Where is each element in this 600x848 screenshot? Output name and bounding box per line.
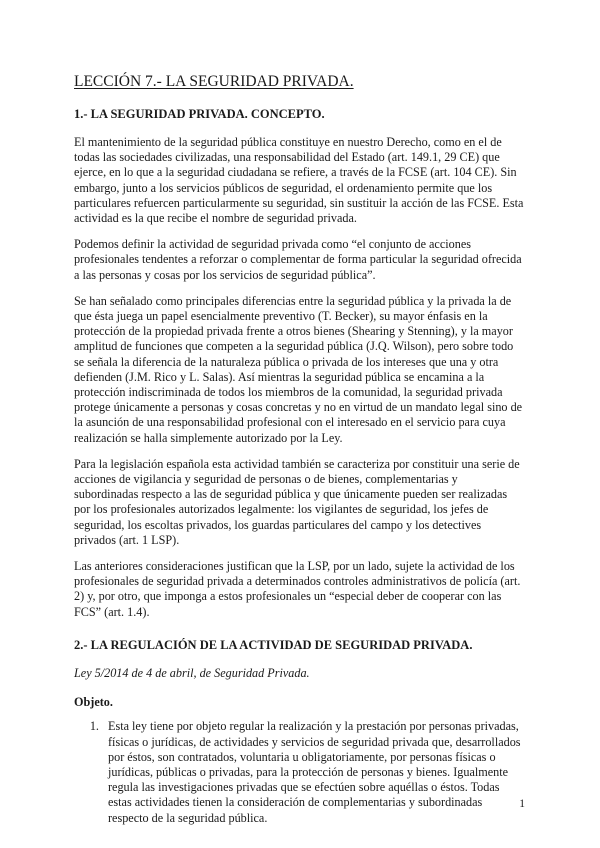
section-1-paragraph-4: Para la legislación española esta actividad también se caracteriza por constituir una serie de acciones de vigilancia y seguridad de personas o de bienes, complementarias y subordinadas respecto a las de seguridad pública y que únicamente pueden ser realizadas por los profesionales autorizados legalmente: los vigilantes de seguridad, los jefes de seguridad, los escoltas privados, los guardas particulares del campo y los detectives privados (art. 1 LSP).: [74, 456, 520, 547]
page-number: 1: [519, 798, 525, 810]
section-1-paragraph-5: Las anteriores consideraciones justifican que la LSP, por un lado, sujete la actividad de los profesionales de seguridad privada a determinados controles administrativos de policía (art. 2) y, por otro, que imponga a estos profesionales un “especial deber de cooperar con las FCS” (art. 1.4).: [74, 559, 521, 619]
section-2-heading: 2.- LA REGULACIÓN DE LA ACTIVIDAD DE SEGURIDAD PRIVADA.: [74, 637, 473, 652]
section-1-paragraph-1: El mantenimiento de la seguridad pública constituye en nuestro Derecho, como en el de todas las sociedades civilizadas, una responsabilidad del Estado (art. 149.1, 29 CE) que ejerce, en lo que a la seguridad ciudadana se refiere, a través de la FCSE (art. 104 CE). Sin embargo, junto a los servicios públicos de seguridad, el ordenamiento permite que los particulares refuercen particularmente su seguridad, sin sustituir la acción de las FCSE. Esta actividad es la que recibe el nombre de seguridad privada.: [74, 135, 524, 226]
lesson-title: LECCIÓN 7.- LA SEGURIDAD PRIVADA.: [74, 73, 354, 90]
section-1-paragraph-2: Podemos definir la actividad de seguridad privada como “el conjunto de acciones profesionales tendentes a reforzar o complementar de forma particular la seguridad ofrecida a las personas y cosas por los servicios de seguridad pública”.: [74, 237, 522, 282]
subheading-objeto: Objeto.: [74, 695, 113, 710]
list-item: 1. Esta ley tiene por objeto regular la realización y la prestación por personas privadas, físicas o jurídicas, de actividades y servicios de seguridad privada que, desarrollados por éstos, son contratados, voluntaria u obligatoriamente, por personas físicas o jurídicas, públicas o privadas, para la protección de personas y bienes. Igualmente regula las investigaciones privadas que se efectúen sobre aquéllas o éstos. Todas estas actividades tienen la consideración de complementarias y subordinadas respecto de la seguridad pública.: [102, 719, 525, 825]
section-1-heading: 1.- LA SEGURIDAD PRIVADA. CONCEPTO.: [74, 107, 325, 121]
section-1-paragraph-3: Se han señalado como principales diferencias entre la seguridad pública y la privada la de que ésta juega un papel esencialmente preventivo (T. Becker), su mayor énfasis en la protección de la propiedad privada frente a otros bienes (Shearing y Stenning), y la mayor amplitud de funciones que competen a la seguridad pública (J.Q. Wilson), pero sobre todo se señala la diferencia de la naturaleza pública o privada de los intereses que una y otra defienden (J.M. Rico y L. Salas). Así mientras la seguridad pública se encamina a la protección indiscriminada de todos los miembros de la comunidad, la seguridad privada protege únicamente a personas y cosas concretas y no en virtud de un mandato legal sino de la asunción de una responsabilidad profesional con el interesado en el servicio para cuya realización se halla simplemente autorizado por la Ley.: [74, 293, 523, 445]
numbered-list: [74, 719, 525, 825]
law-reference: Ley 5/2014 de 4 de abril, de Seguridad Privada.: [74, 665, 310, 680]
